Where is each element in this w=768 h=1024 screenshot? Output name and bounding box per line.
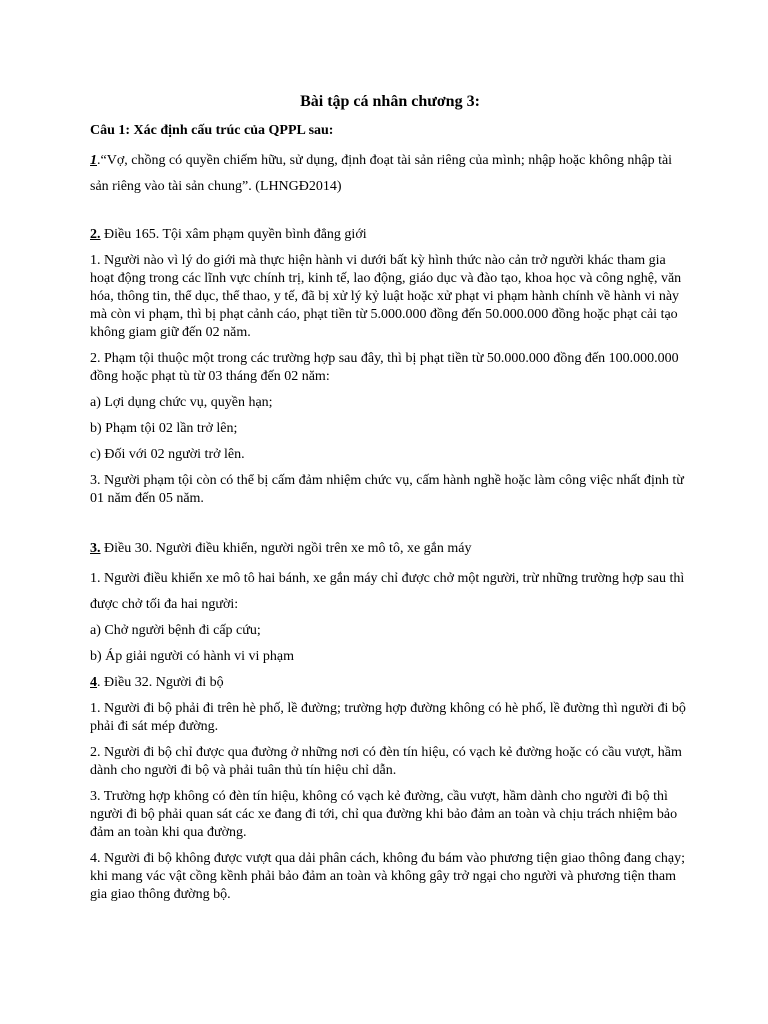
blank-line	[90, 516, 690, 540]
item-2-heading-text: Điều 165. Tội xâm phạm quyền bình đẳng giới	[100, 227, 367, 242]
item-4-heading-text: . Điều 32. Người đi bộ	[97, 675, 224, 690]
item-4-number: 4	[90, 675, 97, 690]
item-2-paragraph: a) Lợi dụng chức vụ, quyền hạn;	[90, 395, 273, 410]
item-2-paragraph: c) Đối với 02 người trở lên.	[90, 447, 245, 462]
item-4-paragraph: 4. Người đi bộ không được vượt qua dải phân cách, không đu bám vào phương tiện giao thông đang chạy; khi mang vác vật cồng kềnh phải bảo đảm an toàn và không gây trở ngại cho người và phương tiện tham gia giao thông đường bộ.	[90, 851, 685, 902]
item-4-paragraph: 2. Người đi bộ chỉ được qua đường ở những nơi có đèn tín hiệu, có vạch kẻ đường hoặc có cầu vượt, hầm dành cho người đi bộ và phải tuân thủ tín hiệu chỉ dẫn.	[90, 745, 682, 778]
item-2-paragraph: 2. Phạm tội thuộc một trong các trường hợp sau đây, thì bị phạt tiền từ 50.000.000 đồng đến 100.000.000 đồng hoặc phạt tù từ 03 tháng đến 02 năm:	[90, 351, 679, 384]
item-3-paragraph: b) Áp giải người có hành vi vi phạm	[90, 649, 294, 664]
item-2-paragraph: b) Phạm tội 02 lần trở lên;	[90, 421, 238, 436]
item-4-paragraph: 1. Người đi bộ phải đi trên hè phố, lề đường; trường hợp đường không có hè phố, lề đường thì người đi bộ phải đi sát mép đường.	[90, 701, 686, 734]
item-2-number: 2.	[90, 227, 101, 242]
item-3-number: 3.	[90, 541, 101, 556]
item-3-heading	[90, 540, 690, 558]
question-1-heading: Câu 1: Xác định cấu trúc của QPPL sau:	[90, 123, 334, 138]
item-3-heading-text: Điều 30. Người điều khiển, người ngồi trên xe mô tô, xe gắn máy	[100, 541, 472, 556]
item-2-heading	[90, 226, 690, 244]
item-4-paragraph: 3. Trường hợp không có đèn tín hiệu, không có vạch kẻ đường, cầu vượt, hầm dành cho người đi bộ thì người đi bộ phải quan sát các xe đang đi tới, chỉ qua đường khi bảo đảm an toàn và chịu trách nhiệm bảo đảm an toàn khi qua đường.	[90, 789, 678, 840]
item-1-number: 1	[90, 153, 97, 168]
item-2-paragraph: 1. Người nào vì lý do giới mà thực hiện hành vi dưới bất kỳ hình thức nào cản trở người khác tham gia hoạt động trong các lĩnh vực chính trị, kinh tế, lao động, giáo dục và đào tạo, khoa học và công nghệ, văn hóa, thông tin, thể dục, thể thao, y tế, đã bị xử lý kỷ luật hoặc xử phạt vi phạm hành chính về hành vi này mà còn vi phạm, thì bị phạt cảnh cáo, phạt tiền từ 5.000.000 đồng đến 50.000.000 đồng hoặc phạt cải tạo không giam giữ đến 02 năm.	[90, 253, 682, 340]
item-1-text: .“Vợ, chồng có quyền chiếm hữu, sử dụng, định đoạt tài sản riêng của mình; nhập hoặc không nhập tài sản riêng vào tài sản chung”. (LHNGĐ2014)	[90, 153, 673, 194]
item-3-paragraph: a) Chở người bệnh đi cấp cứu;	[90, 623, 261, 638]
blank-line	[90, 200, 690, 226]
document-page	[90, 92, 690, 912]
item-4-heading	[90, 670, 690, 696]
item-1-paragraph	[90, 148, 690, 200]
document-title: Bài tập cá nhân chương 3:	[300, 93, 480, 110]
item-3-paragraph: 1. Người điều khiển xe mô tô hai bánh, xe gắn máy chỉ được chở một người, trừ những trường hợp sau thì được chở tối đa hai người:	[90, 571, 685, 612]
item-2-paragraph: 3. Người phạm tội còn có thể bị cấm đảm nhiệm chức vụ, cấm hành nghề hoặc làm công việc nhất định từ 01 năm đến 05 năm.	[90, 473, 684, 506]
